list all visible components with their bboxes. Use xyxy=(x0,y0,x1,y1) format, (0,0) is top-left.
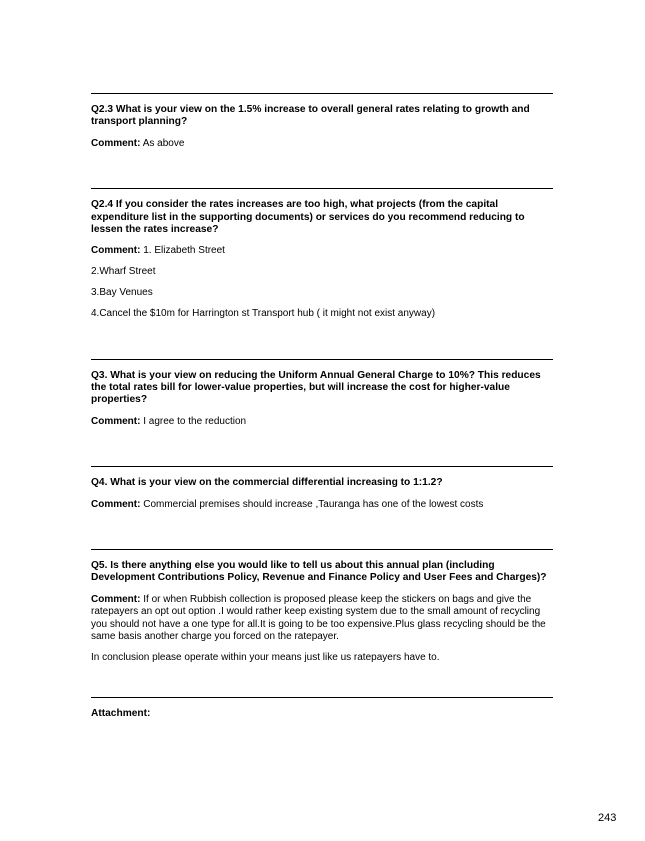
comment-line xyxy=(91,594,553,644)
comment-text: Commercial premises should increase ,Tauranga has one of the lowest costs xyxy=(143,498,484,510)
question-text: Q5. Is there anything else you would like to tell us about this annual plan (including Development Contributions Policy, Revenue and Finance Policy and User Fees and Charges)? xyxy=(91,560,547,584)
comment-line xyxy=(91,138,553,150)
comment-line xyxy=(91,499,553,511)
comment-label: Comment: xyxy=(91,415,141,427)
page-number: 243 xyxy=(598,812,617,824)
comment-text: I agree to the reduction xyxy=(143,415,247,427)
comment-paragraph: In conclusion please operate within your means just like us ratepayers have to. xyxy=(91,651,440,663)
comment-text: If or when Rubbish collection is proposed please keep the stickers on bags and give the ratepayers an opt out option .I would rather keep existing system due to the small amount of recycling you should not have a one type for all.It is going to be too expensive.Plus glass recycling should be the same basis another charge you forced on the ratepayer. xyxy=(91,593,546,643)
comment-label: Comment: xyxy=(91,498,141,510)
list-item: 4.Cancel the $10m for Harrington st Transport hub ( it might not exist anyway) xyxy=(91,308,436,320)
list-item: 3.Bay Venues xyxy=(91,287,153,299)
comment-label: Comment: xyxy=(91,137,141,149)
comment-line xyxy=(91,416,553,428)
question-text: Q2.3 What is your view on the 1.5% increase to overall general rates relating to growth and transport planning? xyxy=(91,104,530,128)
section-attachment xyxy=(91,698,553,720)
question-text: Q4. What is your view on the commercial differential increasing to 1:1.2? xyxy=(91,477,443,489)
comment-label: Comment: xyxy=(91,593,141,605)
document-body xyxy=(91,93,553,721)
section-q4 xyxy=(91,467,553,511)
section-q3 xyxy=(91,360,553,429)
comment-label: Comment: xyxy=(91,245,141,257)
attachment-label: Attachment: xyxy=(91,708,151,720)
section-q5 xyxy=(91,550,553,664)
comment-line xyxy=(91,245,553,257)
section-q2-4 xyxy=(91,189,553,320)
list-item: 2.Wharf Street xyxy=(91,266,156,278)
question-text: Q2.4 If you consider the rates increases are too high, what projects (from the capital expenditure list in the supporting documents) or services do you recommend reducing to lessen the rates increase? xyxy=(91,199,525,236)
comment-text: As above xyxy=(142,137,185,149)
section-q2-3 xyxy=(91,94,553,150)
question-text: Q3. What is your view on reducing the Uniform Annual General Charge to 10%? This reduces the total rates bill for lower-value properties, but will increase the cost for higher-value properties? xyxy=(91,369,541,406)
comment-text: 1. Elizabeth Street xyxy=(143,245,225,257)
